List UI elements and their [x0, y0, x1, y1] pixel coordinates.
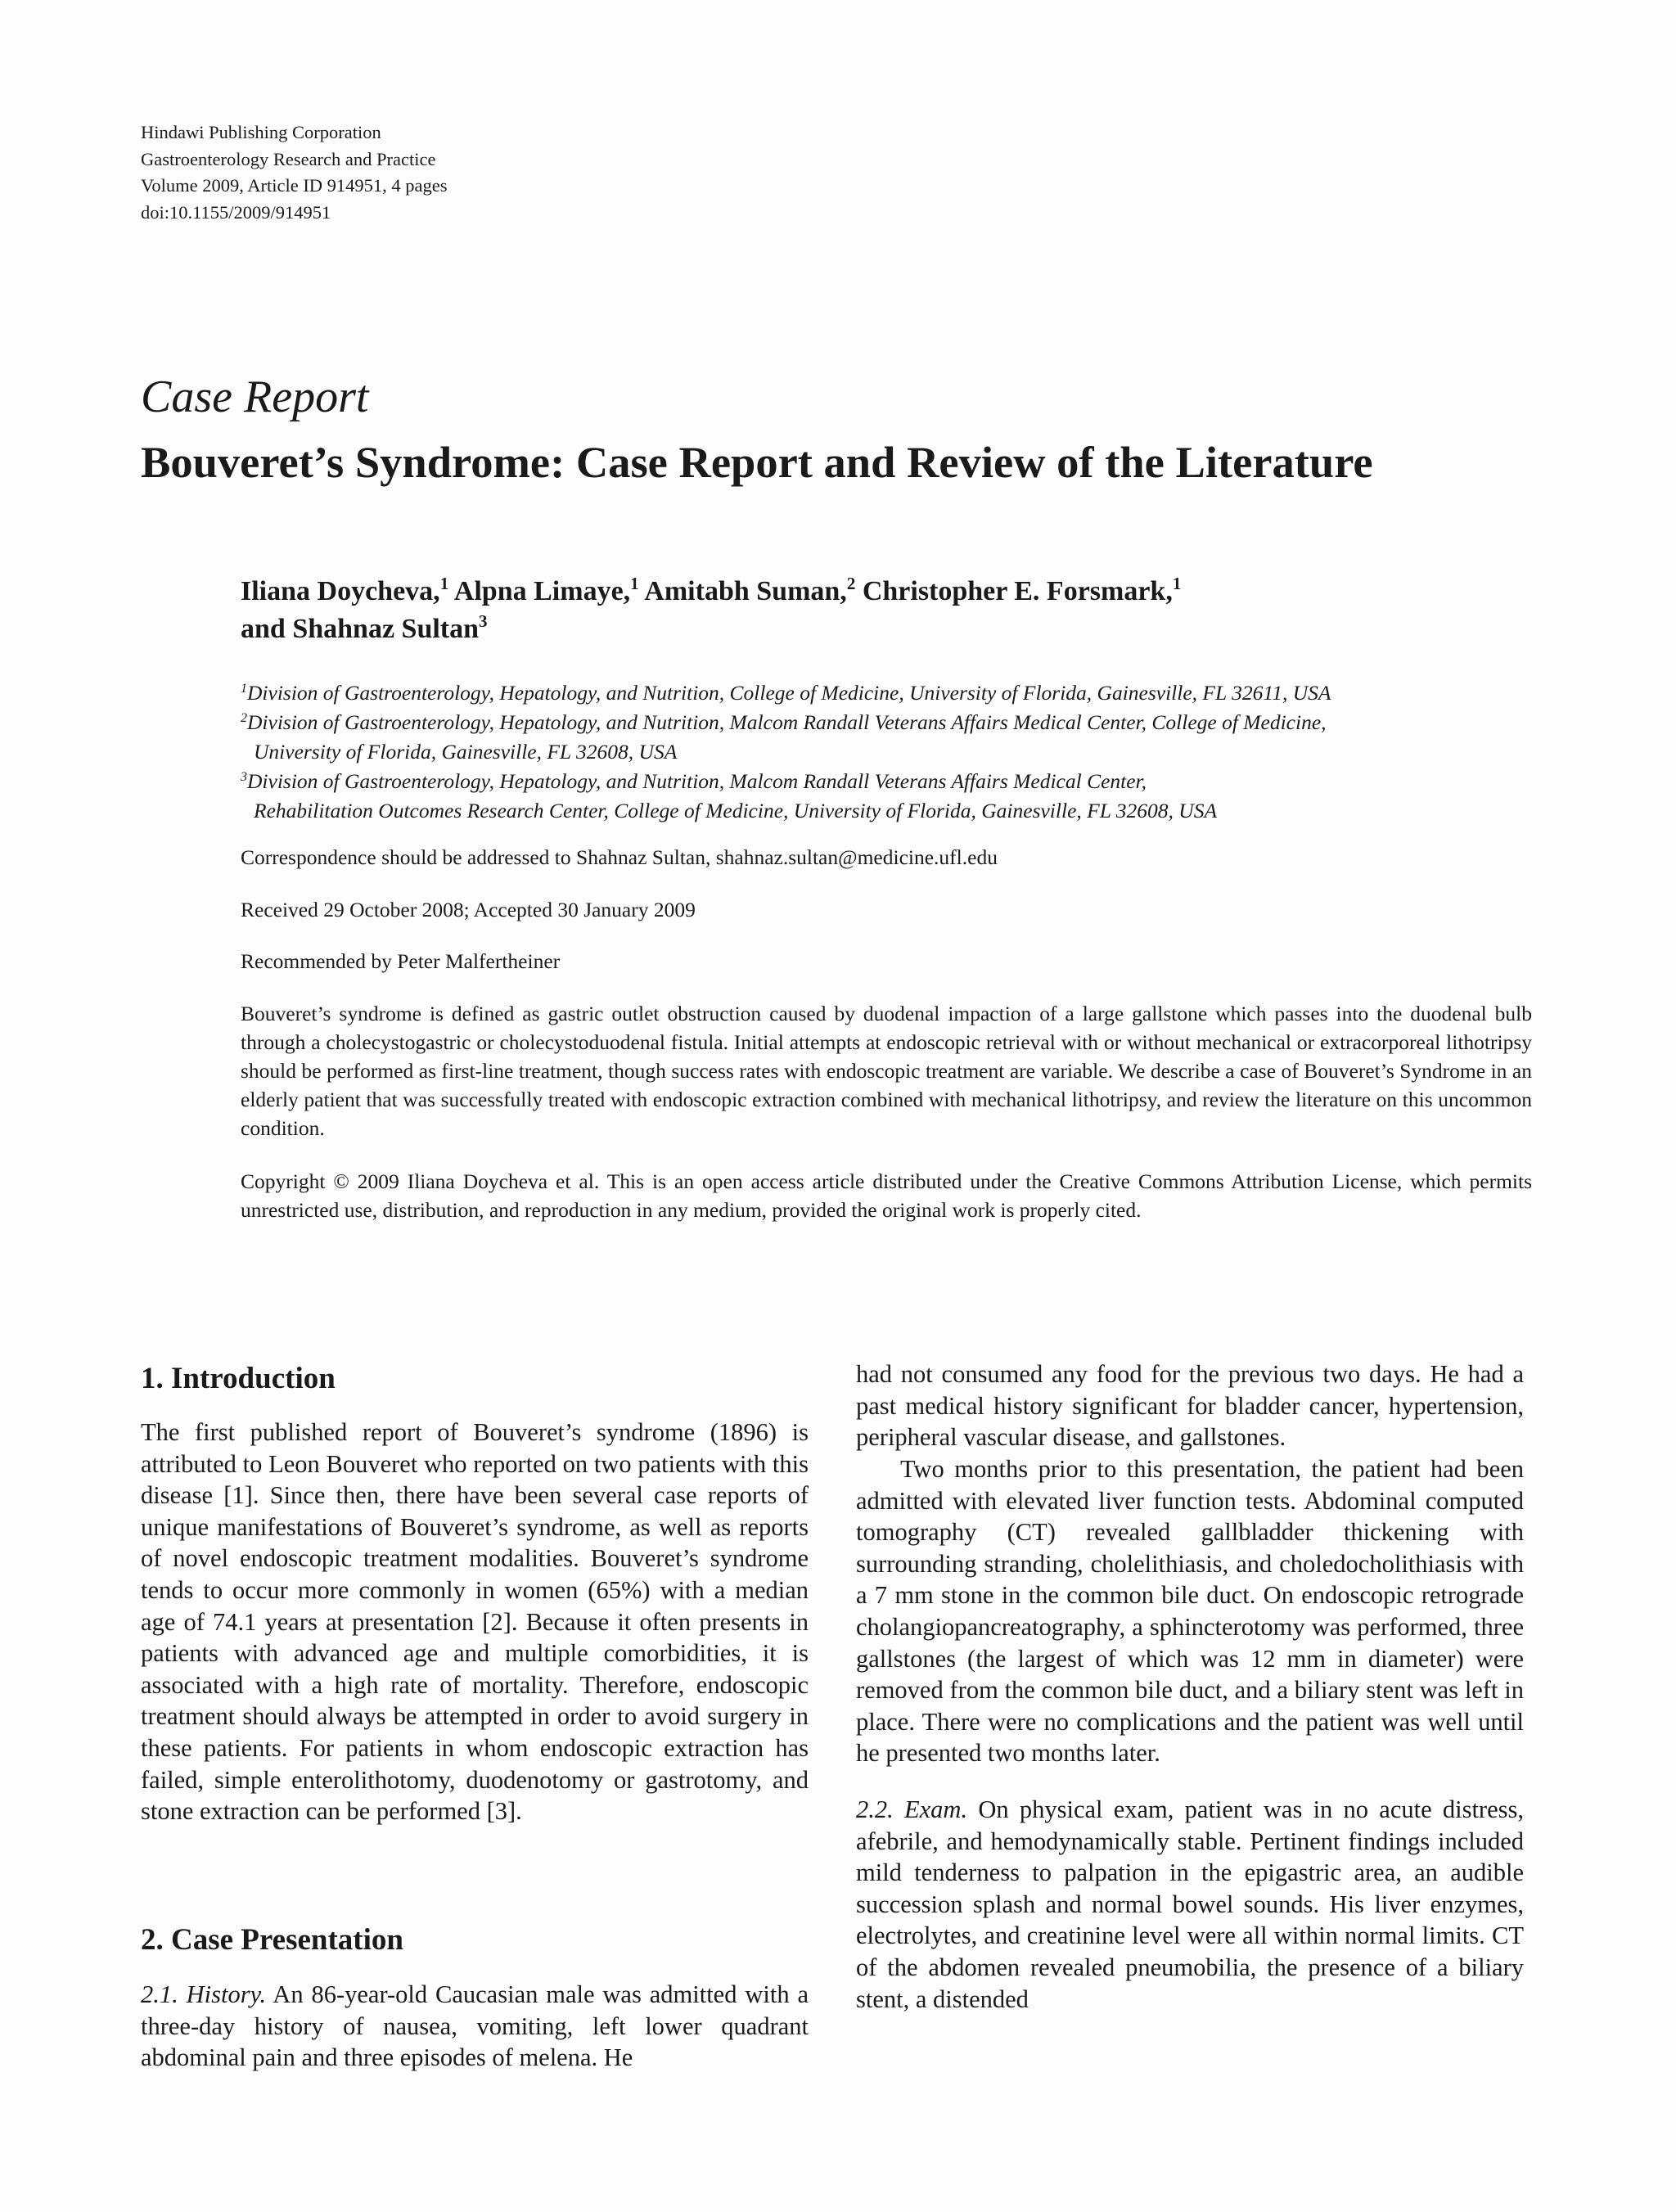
author-list [241, 573, 1181, 648]
affil-mark: 2 [241, 711, 247, 725]
introduction-text: The first published report of Bouveret’s syndrome (1896) is attributed to Leon Bouveret who reported on two patients with this disease [1]. Since then, there have been several case reports of unique manifestations of Bouveret’s syndrome, as well as reports of novel endoscopic treatment modalities. Bouveret’s syndrome tends to occur more commonly in women (65%) with a median age of 74.1 years at presentation [2]. Because it often presents in patients with advanced age and multiple comorbidities, it is associated with a high rate of mortality. Therefore, endoscopic treatment should always be attempted in order to avoid surgery in these patients. For patients in whom endoscopic extraction has failed, simple enterolithotomy, duodenotomy or gastrotomy, and stone extraction can be performed [3]. [141, 1418, 809, 1826]
affil-text: Division of Gastroenterology, Hepatology, and Nutrition, Malcom Randall Veterans Affairs Medical Center, [247, 769, 1147, 793]
affiliation-3 [241, 767, 1331, 796]
right-column [856, 1358, 1524, 2015]
subsection-label-exam: 2.2. Exam. [856, 1795, 968, 1823]
exam-text: On physical exam, patient was in no acute distress, afebrile, and hemodynamically stable. Pertinent findings included mild tenderness to palpation in the epigastric area, an audible succession splash and normal bowel sounds. His liver enzymes, electrolytes, and creatinine level were all within normal limits. CT of the abdomen revealed pneumobilia, the presence of a biliary stent, a distended [856, 1795, 1524, 2013]
publisher: Hindawi Publishing Corporation [141, 122, 381, 142]
doi: doi:10.1155/2009/914951 [141, 201, 331, 223]
affiliations [241, 678, 1331, 826]
correspondence: Correspondence should be addressed to Shahnaz Sultan, shahnaz.sultan@medicine.ufl.edu [241, 845, 998, 869]
section-heading-case-presentation: 2. Case Presentation [141, 1923, 403, 1957]
subsection-label-history: 2.1. History. [141, 1980, 267, 2008]
author-line-1 [241, 573, 1181, 610]
author-name: Iliana Doycheva, [241, 576, 440, 606]
affiliation-2 [241, 708, 1331, 737]
article-type: Case Report [141, 372, 369, 422]
recommended-by: Recommended by Peter Malfertheiner [241, 949, 561, 973]
affil-mark: 3 [241, 770, 247, 784]
author-affil-mark: 1 [439, 574, 449, 593]
abstract: Bouveret’s syndrome is defined as gastric outlet obstruction caused by duodenal impaction of a large gallstone which passes into the duodenal bulb through a cholecystogastric or cholecystoduodenal fistula. Initial attempts at endoscopic retrieval with or without mechanical or extracorporeal lithotripsy should be performed as first-line treatment, though success rates with endoscopic treatment are variable. We describe a case of Bouveret’s Syndrome in an elderly patient that was successfully treated with endoscopic extraction combined with mechanical lithotripsy, and review the literature on this uncommon condition. [241, 1002, 1532, 1140]
left-column [141, 1358, 809, 2074]
history-text: An 86-year-old Caucasian male was admitted with a three-day history of nausea, vomiting, left lower quadrant abdominal pain and three episodes of melena. He [141, 1980, 809, 2072]
volume-info: Volume 2009, Article ID 914951, 4 pages [141, 175, 448, 196]
exam-paragraph [856, 1794, 1524, 2015]
author-line-2 [241, 610, 1181, 648]
affiliation-1 [241, 678, 1331, 708]
author-affil-mark: 1 [1172, 574, 1182, 593]
author-name: Amitabh Suman, [638, 576, 847, 606]
history-continued: had not consumed any food for the previous two days. He had a past medical history significant for bladder cancer, hypertension, peripheral vascular disease, and gallstones. [856, 1360, 1524, 1452]
author-affil-mark: 3 [479, 611, 488, 631]
affil-text: Division of Gastroenterology, Hepatology, and Nutrition, College of Medicine, University of Florida, Gainesville, FL 32611, USA [247, 681, 1331, 705]
author-affil-mark: 1 [630, 574, 639, 593]
paper-title: Bouveret’s Syndrome: Case Report and Review of the Literature [141, 437, 1373, 487]
affiliation-3-cont: Rehabilitation Outcomes Research Center, College of Medicine, University of Florida, Gainesville, FL 32608, USA [254, 799, 1218, 822]
history-paragraph-2: Two months prior to this presentation, the patient had been admitted with elevated liver function tests. Abdominal computed tomography (CT) revealed gallbladder thickening with surrounding stranding, cholelithiasis, and choledocholithiasis with a 7 mm stone in the common bile duct. On endoscopic retrograde cholangiopancreatography, a sphincterotomy was performed, three gallstones (the largest of which was 12 mm in diameter) were removed from the common bile duct, and a biliary stent was left in place. There were no complications and the patient was well until he presented two months later. [856, 1455, 1524, 1768]
author-name: and Shahnaz Sultan [241, 614, 480, 644]
author-affil-mark: 2 [846, 574, 856, 593]
affil-mark: 1 [241, 682, 247, 696]
journal-name: Gastroenterology Research and Practice [141, 148, 436, 169]
author-name: Alpna Limaye, [448, 576, 631, 606]
received-dates: Received 29 October 2008; Accepted 30 January 2009 [241, 898, 696, 921]
affiliation-2-cont: University of Florida, Gainesville, FL 32608, USA [254, 740, 678, 764]
author-name: Christopher E. Forsmark, [855, 576, 1173, 606]
affil-text: Division of Gastroenterology, Hepatology, and Nutrition, Malcom Randall Veterans Affairs Medical Center, College of Medicine, [247, 710, 1327, 734]
copyright: Copyright © 2009 Iliana Doycheva et al. This is an open access article distributed under the Creative Commons Attribution License, which permits unrestricted use, distribution, and reproduction in any medium, provided the original work is properly cited. [241, 1169, 1532, 1222]
section-heading-introduction: 1. Introduction [141, 1362, 336, 1395]
journal-header [141, 119, 448, 226]
history-paragraph [141, 1979, 809, 2074]
